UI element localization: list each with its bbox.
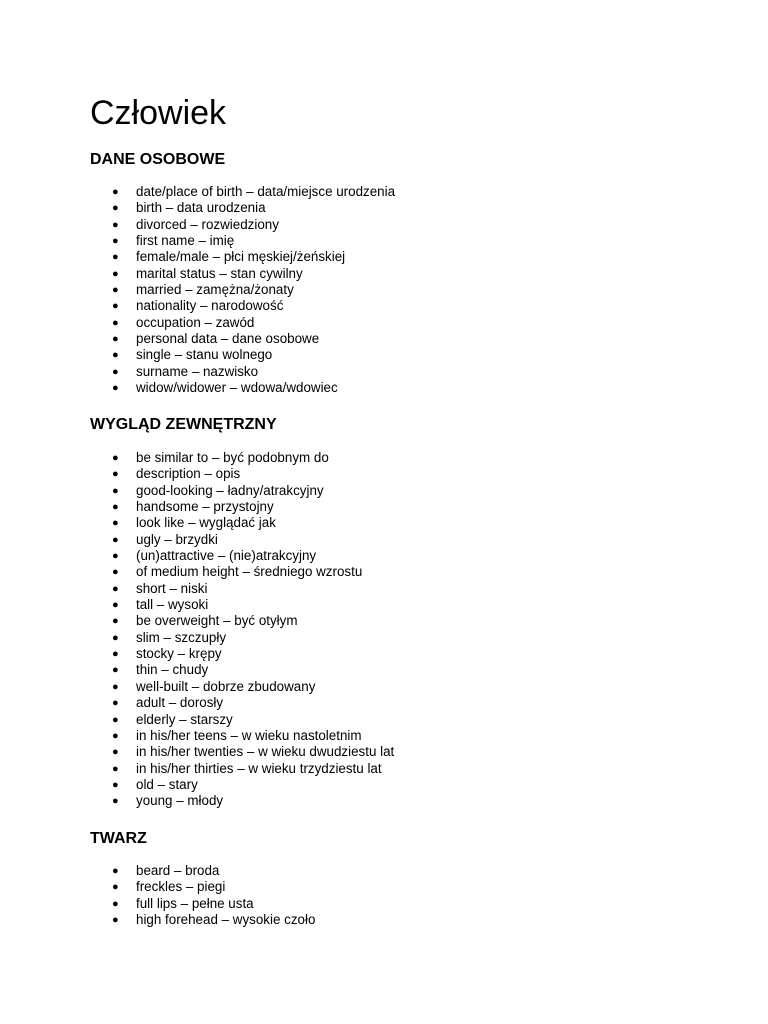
vocab-entry-text: short – niski (136, 580, 208, 596)
list-item (0, 581, 394, 597)
list-item (0, 282, 395, 298)
bullet-icon: ● (112, 316, 119, 329)
list-item (0, 380, 395, 396)
list-item (0, 200, 395, 216)
vocab-entry-text: in his/her thirties – w wieku trzydziestu lat (136, 760, 382, 776)
bullet-icon: ● (112, 251, 119, 264)
vocab-entry-text: marital status – stan cywilny (136, 265, 303, 281)
vocab-entry-text: birth – data urodzenia (136, 200, 266, 216)
list-item (0, 863, 315, 879)
vocab-entry-text: young – młody (136, 793, 224, 809)
vocab-entry-text: be overweight – być otyłym (136, 613, 298, 629)
vocab-entry-text: single – stanu wolnego (136, 347, 273, 363)
vocab-entry-text: date/place of birth – data/miejsce urodzenia (136, 184, 396, 199)
bullet-icon: ● (112, 235, 119, 248)
vocab-entry-text: beard – broda (136, 863, 220, 878)
bullet-icon: ● (112, 582, 119, 595)
list-item (0, 646, 394, 662)
bullet-icon: ● (112, 452, 119, 464)
vocab-entry-text: (un)attractive – (nie)atrakcyjny (136, 548, 317, 564)
vocab-entry-text: nationality – narodowość (136, 298, 284, 314)
vocab-entry-text: female/male – płci męskiej/żeńskiej (136, 249, 346, 265)
list-item (0, 548, 394, 564)
bullet-icon: ● (112, 300, 119, 313)
list-item (0, 499, 394, 515)
bullet-icon: ● (112, 631, 119, 644)
bullet-icon: ● (112, 897, 119, 910)
vocab-entry-text: slim – szczupły (136, 629, 227, 645)
bullet-icon: ● (112, 713, 119, 726)
list-item (0, 450, 394, 466)
vocab-entry-text: thin – chudy (136, 662, 209, 678)
bullet-icon: ● (112, 881, 119, 894)
vocab-entry-text: in his/her teens – w wieku nastoletnim (136, 727, 362, 743)
vocab-entry-text: high forehead – wysokie czoło (136, 912, 316, 928)
bullet-icon: ● (112, 729, 119, 742)
section-heading-dane-osobowe: DANE OSOBOWE (90, 151, 226, 168)
vocab-entry-text: freckles – piegi (136, 879, 226, 895)
vocab-entry-text: widow/widower – wdowa/wdowiec (136, 380, 338, 396)
list-item (0, 466, 394, 482)
vocab-list-wyglad-zewnetrzny (0, 450, 394, 810)
list-item (0, 532, 394, 548)
list-item (0, 744, 394, 760)
bullet-icon: ● (112, 914, 119, 927)
bullet-icon: ● (112, 680, 119, 693)
bullet-icon: ● (112, 468, 119, 481)
vocab-entry-text: personal data – dane osobowe (136, 331, 320, 347)
list-item (0, 564, 394, 580)
bullet-icon: ● (112, 484, 119, 497)
bullet-icon: ● (112, 746, 119, 759)
list-item (0, 613, 394, 629)
vocab-entry-text: ugly – brzydki (136, 531, 218, 547)
vocab-entry-text: description – opis (136, 466, 241, 482)
bullet-icon: ● (112, 599, 119, 612)
section-heading-wyglad-zewnetrzny: WYGLĄD ZEWNĘTRZNY (90, 416, 277, 433)
bullet-icon: ● (112, 333, 119, 346)
list-item (0, 912, 315, 928)
bullet-icon: ● (112, 550, 119, 563)
list-item (0, 630, 394, 646)
vocab-entry-text: well-built – dobrze zbudowany (136, 678, 316, 694)
bullet-icon: ● (112, 284, 119, 297)
bullet-icon: ● (112, 365, 119, 378)
bullet-icon: ● (112, 517, 119, 530)
list-item (0, 515, 394, 531)
bullet-icon: ● (112, 186, 119, 198)
section-heading-twarz: TWARZ (90, 830, 147, 847)
vocab-entry-text: good-looking – ładny/atrakcyjny (136, 482, 324, 498)
bullet-icon: ● (112, 382, 119, 395)
vocab-entry-text: tall – wysoki (136, 597, 209, 613)
bullet-icon: ● (112, 566, 119, 579)
list-item (0, 777, 394, 793)
vocab-entry-text: in his/her twenties – w wieku dwudziestu lat (136, 744, 395, 760)
bullet-icon: ● (112, 267, 119, 280)
bullet-icon: ● (112, 664, 119, 677)
list-item (0, 679, 394, 695)
list-item (0, 695, 394, 711)
vocab-entry-text: first name – imię (136, 233, 235, 249)
vocab-entry-text: old – stary (136, 776, 198, 792)
list-item (0, 315, 395, 331)
list-item (0, 364, 395, 380)
bullet-icon: ● (112, 795, 119, 808)
bullet-icon: ● (112, 762, 119, 775)
bullet-icon: ● (112, 697, 119, 710)
bullet-icon: ● (112, 648, 119, 661)
list-item (0, 217, 395, 233)
list-item (0, 761, 394, 777)
vocab-entry-text: stocky – krępy (136, 646, 222, 662)
bullet-icon: ● (112, 865, 119, 877)
list-item (0, 233, 395, 249)
bullet-icon: ● (112, 778, 119, 791)
list-item (0, 662, 394, 678)
list-item (0, 597, 394, 613)
vocab-entry-text: divorced – rozwiedziony (136, 216, 279, 232)
vocab-entry-text: full lips – pełne usta (136, 895, 254, 911)
list-item (0, 793, 394, 809)
bullet-icon: ● (112, 533, 119, 546)
list-item (0, 712, 394, 728)
vocab-entry-text: elderly – starszy (136, 711, 233, 727)
vocab-list-twarz (0, 863, 315, 928)
list-item (0, 879, 315, 895)
list-item (0, 331, 395, 347)
vocab-entry-text: occupation – zawód (136, 314, 255, 330)
bullet-icon: ● (112, 615, 119, 628)
vocab-entry-text: be similar to – być podobnym do (136, 450, 329, 465)
list-item (0, 184, 395, 200)
list-item (0, 728, 394, 744)
vocab-list-dane-osobowe (0, 184, 395, 396)
vocab-entry-text: of medium height – średniego wzrostu (136, 564, 363, 580)
bullet-icon: ● (112, 501, 119, 514)
bullet-icon: ● (112, 349, 119, 362)
page-title: Człowiek (90, 94, 227, 132)
list-item (0, 266, 395, 282)
vocab-entry-text: married – zamężna/żonaty (136, 282, 294, 298)
list-item (0, 347, 395, 363)
list-item (0, 249, 395, 265)
bullet-icon: ● (112, 218, 119, 231)
vocab-entry-text: handsome – przystojny (136, 499, 274, 515)
bullet-icon: ● (112, 202, 119, 215)
list-item (0, 298, 395, 314)
list-item (0, 896, 315, 912)
vocab-entry-text: adult – dorosły (136, 695, 224, 711)
vocab-entry-text: surname – nazwisko (136, 363, 259, 379)
vocab-entry-text: look like – wyglądać jak (136, 515, 276, 531)
list-item (0, 483, 394, 499)
